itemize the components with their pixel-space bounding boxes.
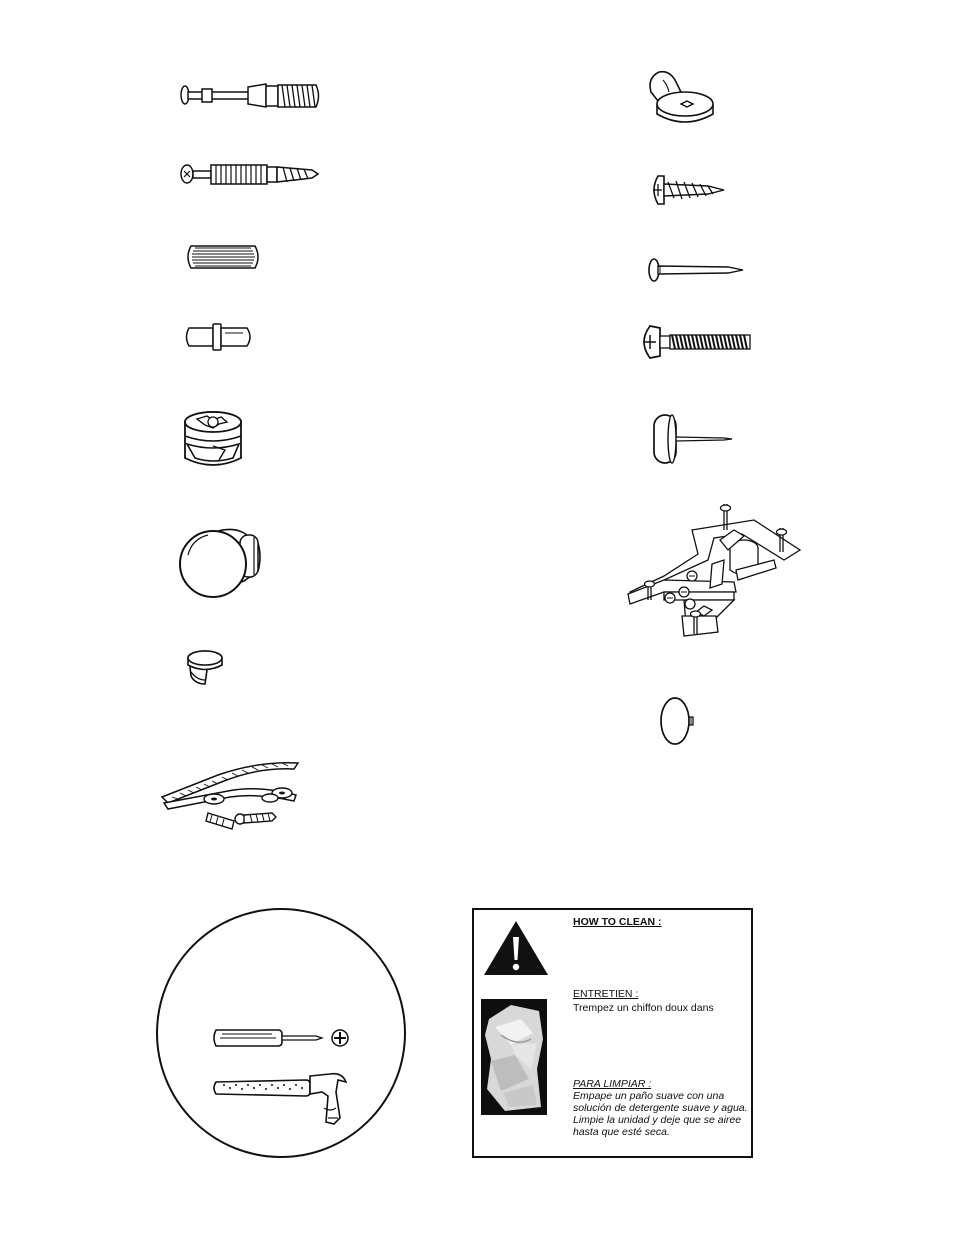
nail-icon [648, 256, 746, 286]
para-limpiar-heading: PARA LIMPIAR : [573, 1078, 652, 1090]
para-limpiar-text-1: Empape un paño suave con una solución de detergente suave y agua. [573, 1090, 748, 1114]
connector-bolt-icon [180, 158, 322, 190]
tools-required-circle [156, 908, 406, 1158]
felt-tack-icon [650, 412, 734, 468]
knob-icon [178, 525, 264, 599]
para-limpiar-text-2: Limpie la unidad y deje que se airee hasta que esté seca. [573, 1114, 742, 1138]
anti-tip-strap-kit-icon [158, 755, 303, 835]
cam-bolt-icon [180, 80, 322, 112]
cover-cap-icon [658, 695, 698, 749]
wood-screw-icon [648, 172, 726, 208]
shelf-support-cup-icon [185, 648, 227, 688]
wood-dowel-icon [185, 243, 263, 271]
phillips-screwdriver-icon [212, 1026, 354, 1050]
cleaning-instructions-box [472, 908, 753, 1158]
hammer-icon [212, 1072, 346, 1128]
shelf-support-pin-icon [185, 322, 255, 352]
cleaning-cloth-photo [481, 999, 547, 1115]
hinge-icon [624, 500, 804, 645]
machine-screw-icon [636, 322, 754, 362]
shelf-clip-icon [645, 70, 717, 130]
warning-triangle-icon [483, 919, 549, 982]
cam-lock-icon [183, 410, 245, 470]
how-to-clean-heading: HOW TO CLEAN : [573, 916, 662, 928]
entretien-heading: ENTRETIEN : [573, 988, 639, 1000]
entretien-text: Trempez un chiffon doux dans [573, 1002, 714, 1014]
